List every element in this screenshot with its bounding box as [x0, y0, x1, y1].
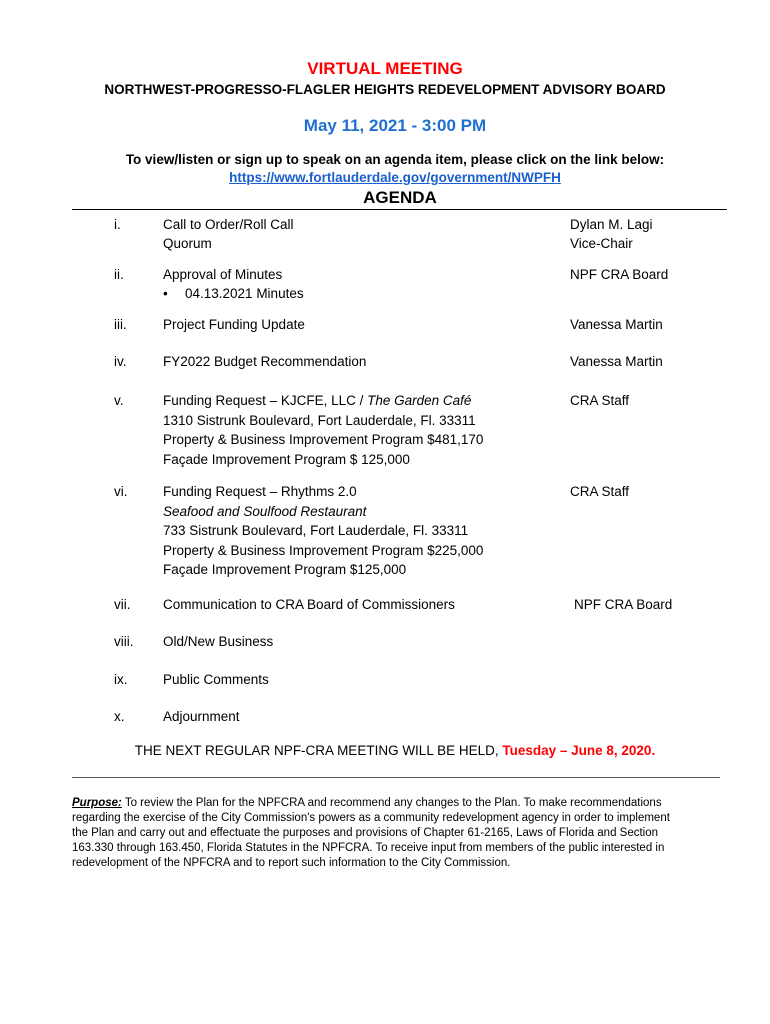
item-description [163, 671, 563, 690]
item-description [163, 316, 563, 335]
item-number: iii. [114, 317, 127, 332]
item-number: ix. [114, 672, 128, 687]
item-presenter [570, 482, 760, 502]
item-description [163, 482, 563, 580]
item-description [163, 708, 563, 727]
presenter-line: Vanessa Martin [570, 354, 663, 369]
presenter-line: CRA Staff [570, 484, 630, 499]
presenter-line: Dylan M. Lagi [570, 217, 653, 232]
item-description [163, 633, 563, 652]
item-line: Quorum [163, 235, 212, 251]
bullet-text: 04.13.2021 Minutes [185, 285, 304, 301]
item-number: x. [114, 709, 125, 724]
presenter-line: NPF CRA Board [570, 267, 669, 282]
item-description [163, 596, 563, 615]
next-meeting-notice [0, 743, 770, 758]
item-number: vi. [114, 484, 128, 499]
item-description [163, 266, 563, 303]
business-name: The Garden Café [367, 393, 472, 408]
agenda-title: AGENDA [363, 188, 437, 207]
item-presenter [574, 596, 764, 615]
presenter-line: NPF CRA Board [574, 597, 673, 612]
item-line: Call to Order/Roll Call [163, 217, 294, 232]
item-presenter [570, 391, 760, 411]
item-line: Funding Request – Rhythms 2.0 [163, 484, 357, 499]
purpose-statement [72, 796, 672, 871]
bullet-item [163, 285, 563, 304]
item-line: Project Funding Update [163, 317, 305, 332]
next-meeting-text: THE NEXT REGULAR NPF-CRA MEETING WILL BE HELD, [134, 743, 503, 758]
item-description [163, 216, 563, 253]
item-presenter [570, 353, 760, 372]
item-description [163, 391, 563, 469]
presenter-line: Vanessa Martin [570, 317, 663, 332]
item-presenter [570, 216, 760, 253]
meeting-type-heading: VIRTUAL MEETING [307, 59, 463, 78]
item-number: ii. [114, 267, 124, 282]
item-presenter [570, 266, 760, 285]
presenter-line: Vice-Chair [570, 235, 633, 251]
purpose-label: Purpose: [72, 797, 122, 809]
item-number: iv. [114, 354, 127, 369]
bullet-icon: • [163, 285, 168, 301]
item-line: Adjournment [163, 709, 240, 724]
item-number: i. [114, 217, 121, 232]
item-line: Façade Improvement Program $ 125,000 [163, 451, 410, 467]
item-line: Property & Business Improvement Program $225,000 [163, 542, 484, 558]
funding-request-prefix: Funding Request – KJCFE, LLC / [163, 393, 368, 408]
presenter-line: CRA Staff [570, 393, 630, 408]
item-description [163, 353, 563, 372]
item-line: Property & Business Improvement Program $481,170 [163, 432, 484, 447]
meeting-date-heading: May 11, 2021 - 3:00 PM [303, 116, 487, 135]
purpose-text: To review the Plan for the NPFCRA and recommend any changes to the Plan. To make recommendations regarding the exercise of the City Commission's powers as a community redevelopment agency in order to implement the Plan and carry out and effectuate the purposes and provisions of Chapter 61-2165, Laws of Florida and Section 163.330 through 163.450, Florida Statutes in the NPFCRA. To receive input from members of the public interested in redevelopment of the NPFCRA and to report such information to the City Commission. [72, 797, 670, 869]
business-name: Seafood and Soulfood Restaurant [163, 503, 367, 519]
item-number: v. [114, 393, 124, 408]
top-divider [72, 209, 727, 210]
item-line: Approval of Minutes [163, 267, 283, 282]
item-line: Old/New Business [163, 634, 274, 649]
next-meeting-date: Tuesday – June 8, 2020. [502, 743, 656, 758]
item-presenter [570, 316, 760, 335]
board-name-heading: NORTHWEST-PROGRESSO-FLAGLER HEIGHTS REDEVELOPMENT ADVISORY BOARD [104, 82, 666, 97]
item-line: 733 Sistrunk Boulevard, Fort Lauderdale, Fl. 33311 [163, 523, 469, 538]
instructions-text: To view/listen or sign up to speak on an agenda item, please click on the link below: [125, 152, 665, 167]
item-line: 1310 Sistrunk Boulevard, Fort Lauderdale, Fl. 33311 [163, 412, 476, 428]
item-number: vii. [114, 597, 131, 612]
meeting-link[interactable]: https://www.fortlauderdale.gov/government/NWPFH [229, 170, 561, 185]
item-number: viii. [114, 634, 134, 649]
bottom-divider [72, 777, 720, 778]
item-line: Communication to CRA Board of Commissioners [163, 597, 455, 612]
item-line: FY2022 Budget Recommendation [163, 354, 367, 369]
item-line [163, 391, 563, 411]
item-line: Façade Improvement Program $125,000 [163, 562, 407, 577]
item-line: Public Comments [163, 672, 269, 687]
